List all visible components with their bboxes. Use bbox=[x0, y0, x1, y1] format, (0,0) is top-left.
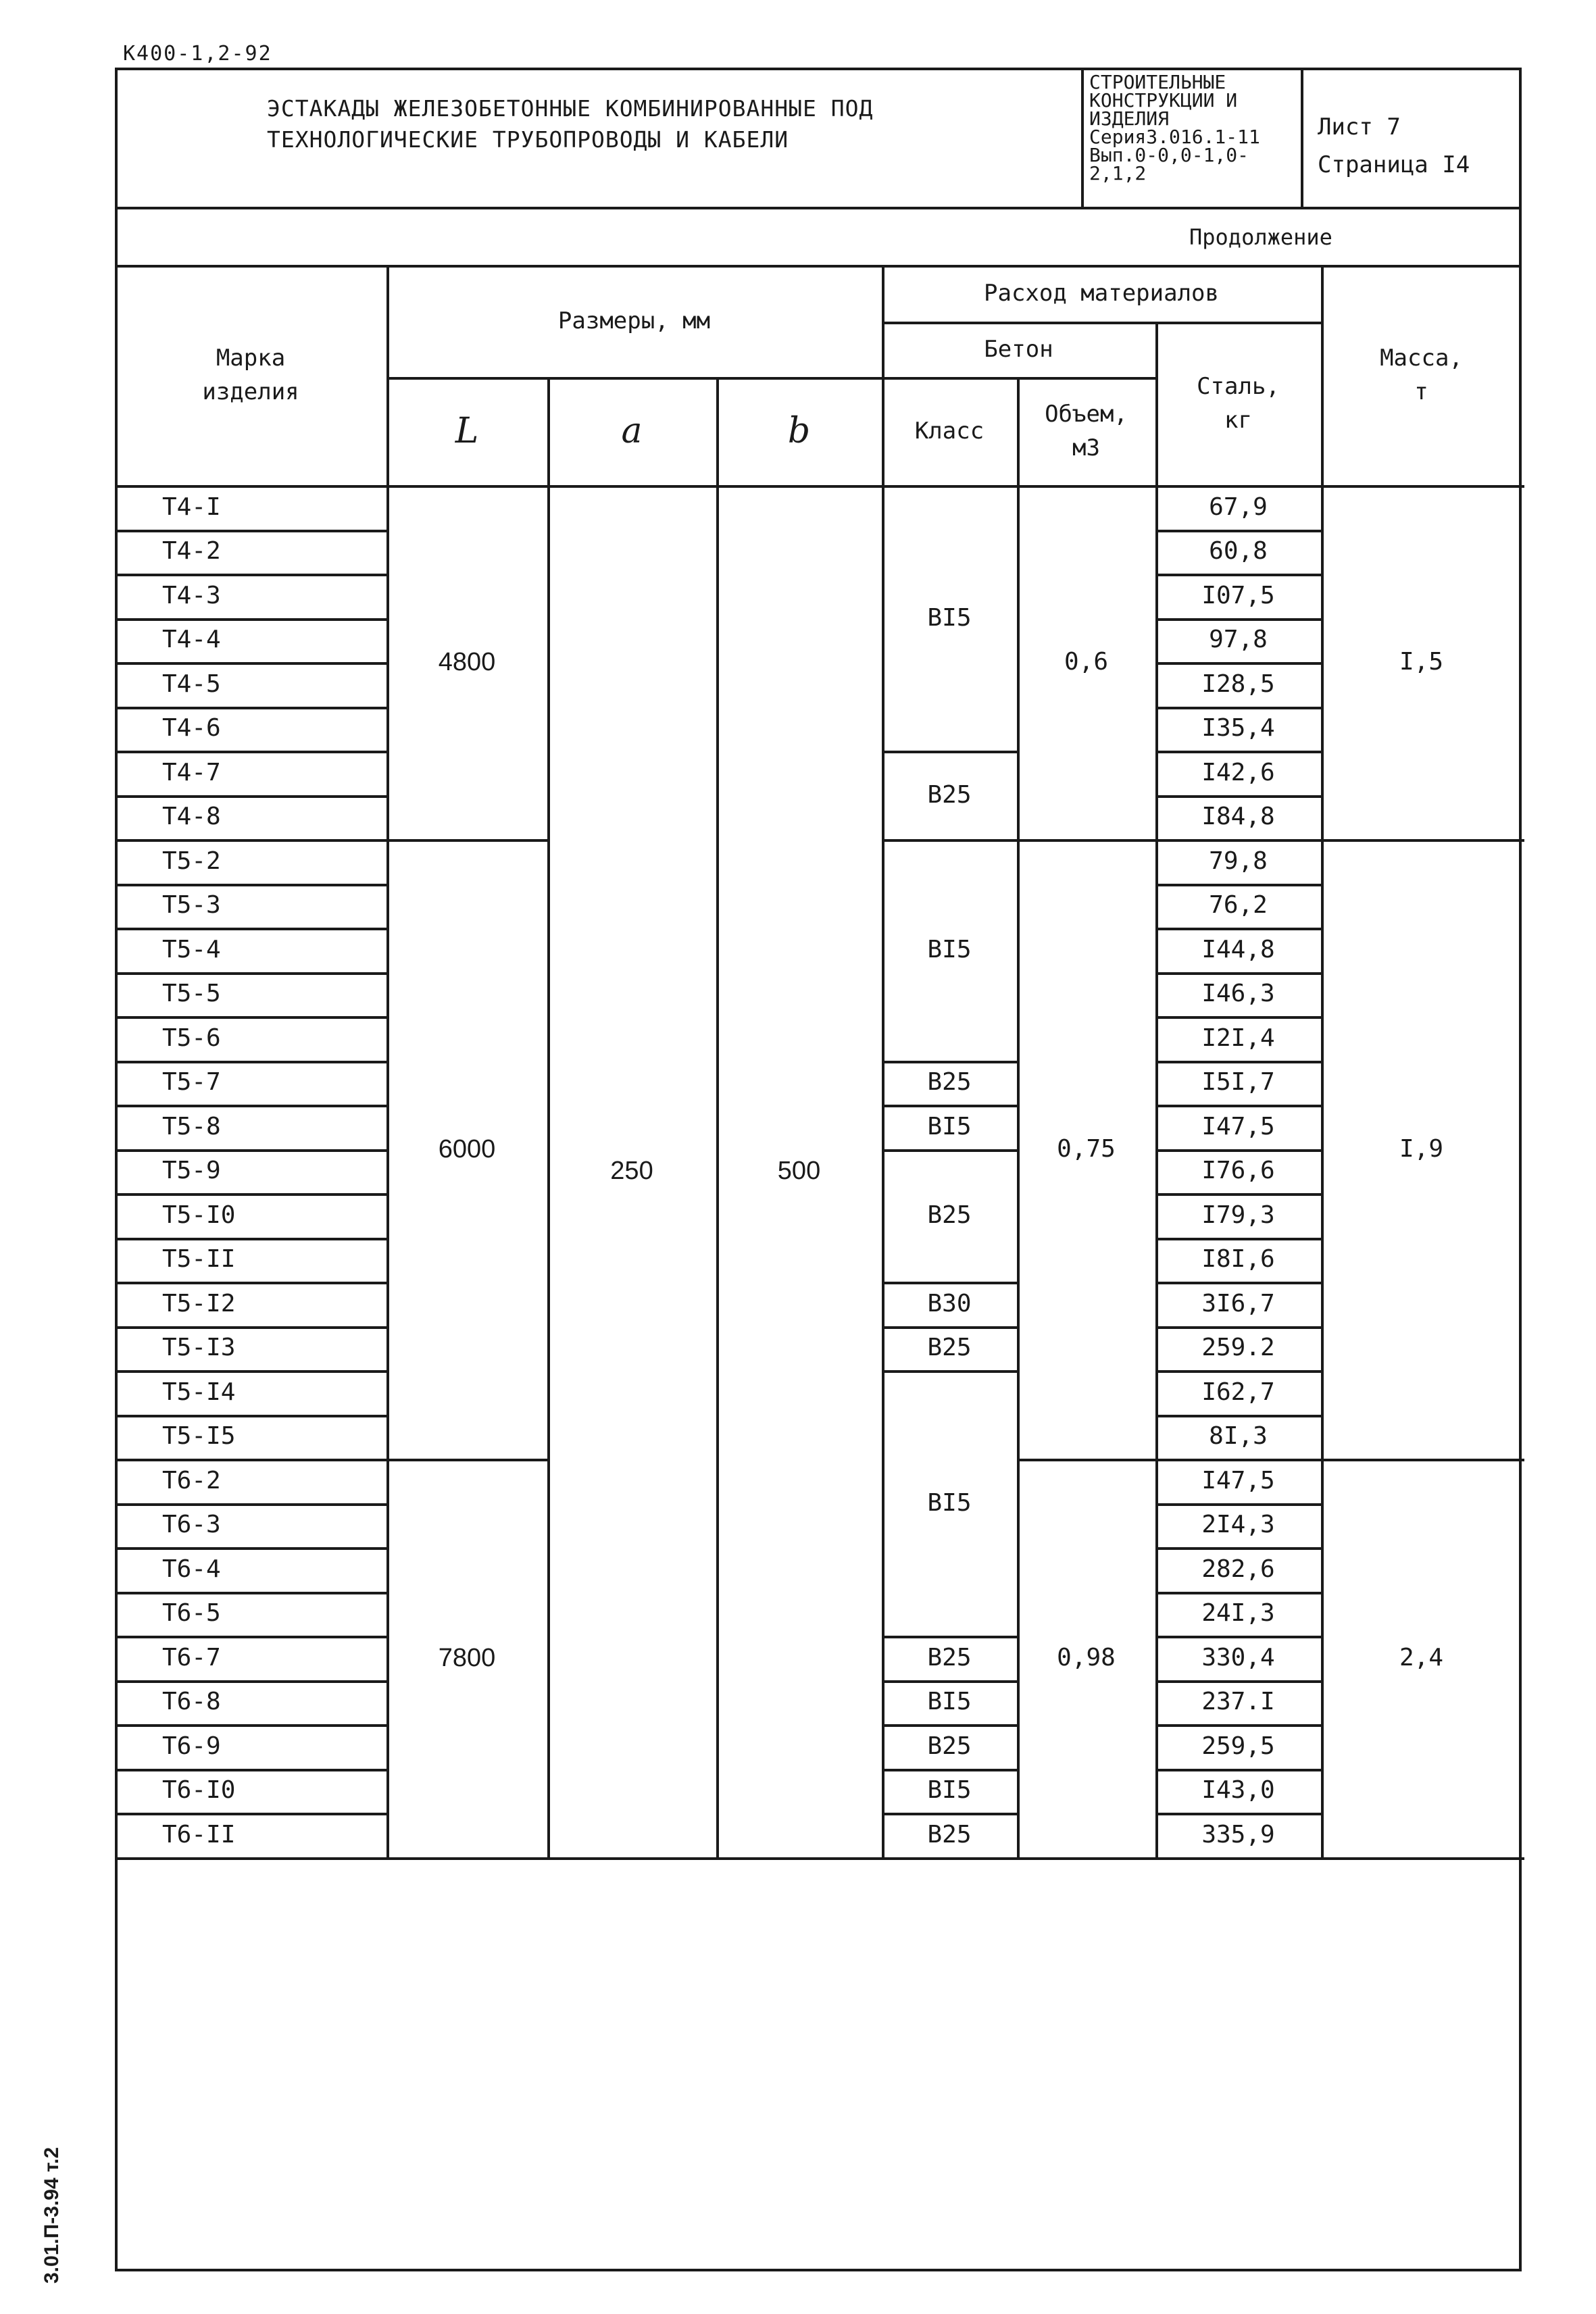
class-value: BI5 bbox=[927, 1688, 972, 1716]
row-steel: I62,7 bbox=[1201, 1378, 1275, 1406]
title-line-2: ТЕХНОЛОГИЧЕСКИЕ ТРУБОПРОВОДЫ И КАБЕЛИ bbox=[267, 126, 789, 153]
class-value: B30 bbox=[927, 1289, 972, 1317]
row-steel: I35,4 bbox=[1201, 714, 1275, 743]
row-steel: I43,0 bbox=[1201, 1776, 1275, 1805]
row-mark: Т5-9 bbox=[162, 1157, 221, 1185]
series-block bbox=[1089, 73, 1305, 182]
mass-value: I,9 bbox=[1399, 1134, 1444, 1163]
row-steel: 8I,3 bbox=[1209, 1422, 1268, 1451]
class-value: B25 bbox=[927, 1068, 972, 1097]
mass-value: I,5 bbox=[1399, 648, 1444, 676]
header-L-line-1: L bbox=[455, 411, 479, 451]
row-steel: 237.I bbox=[1201, 1688, 1275, 1716]
row-mark: Т6-9 bbox=[162, 1732, 221, 1760]
row-mark: Т5-6 bbox=[162, 1024, 221, 1052]
header-class bbox=[882, 377, 1017, 485]
row-steel: I28,5 bbox=[1201, 670, 1275, 698]
row-steel: 335,9 bbox=[1201, 1820, 1275, 1848]
row-mark: Т5-I5 bbox=[162, 1422, 236, 1451]
header-mark-line-2: изделия bbox=[202, 378, 299, 405]
row-mark: Т5-I4 bbox=[162, 1378, 236, 1406]
header-dims bbox=[386, 265, 882, 377]
row-mark: Т4-2 bbox=[162, 537, 221, 565]
row-mark: Т4-7 bbox=[162, 758, 221, 786]
header-materials bbox=[882, 265, 1321, 322]
row-steel: I47,5 bbox=[1201, 1466, 1275, 1494]
row-steel: I79,3 bbox=[1201, 1201, 1275, 1229]
mass-value: 2,4 bbox=[1399, 1643, 1444, 1671]
row-mark: Т4-8 bbox=[162, 803, 221, 831]
sheet-number: Лист 7 bbox=[1318, 114, 1401, 141]
row-mark: Т6-II bbox=[162, 1820, 236, 1848]
class-value: BI5 bbox=[927, 1776, 972, 1805]
class-value: BI5 bbox=[927, 1112, 972, 1140]
header-steel-line-2: кг bbox=[1224, 407, 1252, 434]
series-line-2: КОНСТРУКЦИИ И bbox=[1089, 89, 1238, 111]
row-mark: Т5-II bbox=[162, 1245, 236, 1274]
title-block-bottom-line bbox=[115, 207, 1522, 209]
header-mark bbox=[115, 265, 386, 485]
class-value: B25 bbox=[927, 1820, 972, 1848]
header-volume-line-2: м3 bbox=[1072, 434, 1100, 461]
row-steel: 79,8 bbox=[1209, 847, 1268, 875]
title-divider-1 bbox=[1081, 68, 1084, 208]
row-steel: 24I,3 bbox=[1201, 1599, 1275, 1628]
b-value: 500 bbox=[777, 1157, 821, 1186]
L-value: 6000 bbox=[438, 1134, 496, 1163]
header-concrete bbox=[882, 322, 1155, 377]
header-mark-line-1: Марка bbox=[216, 345, 286, 372]
header-mass-line-1: Масса, bbox=[1380, 345, 1463, 372]
row-mark: Т5-3 bbox=[162, 891, 221, 920]
row-steel: 67,9 bbox=[1209, 493, 1268, 521]
series-line-1: СТРОИТЕЛЬНЫЕ bbox=[1089, 71, 1226, 93]
row-mark: Т6-5 bbox=[162, 1599, 221, 1628]
row-steel: 3I6,7 bbox=[1201, 1289, 1275, 1317]
header-mass-line-2: т bbox=[1414, 378, 1428, 405]
row-steel: 60,8 bbox=[1209, 537, 1268, 565]
class-value: B25 bbox=[927, 1732, 972, 1760]
header-steel-line-1: Сталь, bbox=[1197, 373, 1280, 400]
row-mark: Т6-3 bbox=[162, 1511, 221, 1539]
class-value: B25 bbox=[927, 1334, 972, 1362]
header-a-line-1: a bbox=[621, 411, 643, 451]
header-b-line-1: b bbox=[787, 411, 811, 451]
document-code: К400-1,2-92 bbox=[123, 42, 272, 66]
sheet-info bbox=[1318, 108, 1470, 184]
document-title bbox=[267, 93, 873, 155]
continuation-label: Продолжение bbox=[1189, 224, 1332, 250]
L-value: 7800 bbox=[438, 1643, 496, 1672]
series-line-5: Вып.0-0,0-1,0-2,1,2 bbox=[1089, 144, 1249, 184]
header-dims-line-1: Размеры, мм bbox=[557, 307, 711, 334]
row-steel: I2I,4 bbox=[1201, 1024, 1275, 1052]
volume-value: 0,98 bbox=[1057, 1643, 1116, 1671]
row-mark: Т6-8 bbox=[162, 1688, 221, 1716]
header-mass bbox=[1321, 265, 1522, 485]
volume-value: 0,6 bbox=[1064, 648, 1109, 676]
L-value: 4800 bbox=[438, 648, 496, 676]
header-class-line-1: Класс bbox=[914, 418, 984, 445]
volume-value: 0,75 bbox=[1057, 1134, 1116, 1163]
row-mark: Т5-I0 bbox=[162, 1201, 236, 1229]
row-steel: I07,5 bbox=[1201, 581, 1275, 609]
series-line-3: ИЗДЕЛИЯ bbox=[1089, 107, 1170, 130]
header-b bbox=[716, 377, 882, 485]
class-value: BI5 bbox=[927, 1488, 972, 1517]
header-materials-line-1: Расход материалов bbox=[984, 280, 1219, 307]
row-steel: I84,8 bbox=[1201, 803, 1275, 831]
row-steel: I46,3 bbox=[1201, 980, 1275, 1008]
class-value: BI5 bbox=[927, 603, 972, 632]
row-steel: I44,8 bbox=[1201, 935, 1275, 963]
row-mark: Т5-7 bbox=[162, 1068, 221, 1097]
row-mark: Т5-2 bbox=[162, 847, 221, 875]
row-mark: Т4-4 bbox=[162, 626, 221, 654]
class-value: B25 bbox=[927, 1201, 972, 1229]
header-steel bbox=[1155, 322, 1321, 485]
row-mark: Т5-5 bbox=[162, 980, 221, 1008]
row-steel: 2I4,3 bbox=[1201, 1511, 1275, 1539]
row-steel: I47,5 bbox=[1201, 1112, 1275, 1140]
row-steel: I42,6 bbox=[1201, 758, 1275, 786]
row-mark: Т5-8 bbox=[162, 1112, 221, 1140]
class-value: BI5 bbox=[927, 935, 972, 963]
page-number: Страница I4 bbox=[1318, 151, 1470, 178]
row-steel: 259.2 bbox=[1201, 1334, 1275, 1362]
header-L bbox=[386, 377, 547, 485]
row-mark: Т6-4 bbox=[162, 1555, 221, 1583]
row-mark: Т6-7 bbox=[162, 1643, 221, 1671]
header-concrete-line-1: Бетон bbox=[984, 336, 1053, 363]
header-volume-line-1: Объем, bbox=[1045, 401, 1128, 428]
header-a bbox=[547, 377, 716, 485]
row-mark: Т5-I3 bbox=[162, 1334, 236, 1362]
row-steel: 76,2 bbox=[1209, 891, 1268, 920]
row-steel: I8I,6 bbox=[1201, 1245, 1275, 1274]
row-steel: 259,5 bbox=[1201, 1732, 1275, 1760]
side-code: 3.01.П-3.94 т.2 bbox=[41, 2146, 63, 2284]
row-mark: Т5-I2 bbox=[162, 1289, 236, 1317]
row-steel: I76,6 bbox=[1201, 1157, 1275, 1185]
row-steel: I5I,7 bbox=[1201, 1068, 1275, 1097]
title-line-1: ЭСТАКАДЫ ЖЕЛЕЗОБЕТОННЫЕ КОМБИНИРОВАННЫЕ ПОД bbox=[267, 95, 874, 122]
row-mark: Т4-5 bbox=[162, 670, 221, 698]
class-value: B25 bbox=[927, 1643, 972, 1671]
row-steel: 97,8 bbox=[1209, 626, 1268, 654]
row-mark: Т5-4 bbox=[162, 935, 221, 963]
row-mark: Т4-6 bbox=[162, 714, 221, 743]
row-steel: 282,6 bbox=[1201, 1555, 1275, 1583]
series-line-4: Серия3.016.1-11 bbox=[1089, 126, 1260, 148]
class-value: B25 bbox=[927, 780, 972, 809]
row-steel: 330,4 bbox=[1201, 1643, 1275, 1671]
row-mark: Т6-I0 bbox=[162, 1776, 236, 1805]
row-mark: Т4-3 bbox=[162, 581, 221, 609]
table-bottom-line bbox=[115, 1857, 1524, 1860]
row-mark: Т4-I bbox=[162, 493, 221, 521]
a-value: 250 bbox=[610, 1157, 653, 1186]
row-mark: Т6-2 bbox=[162, 1466, 221, 1494]
header-volume bbox=[1017, 377, 1155, 485]
